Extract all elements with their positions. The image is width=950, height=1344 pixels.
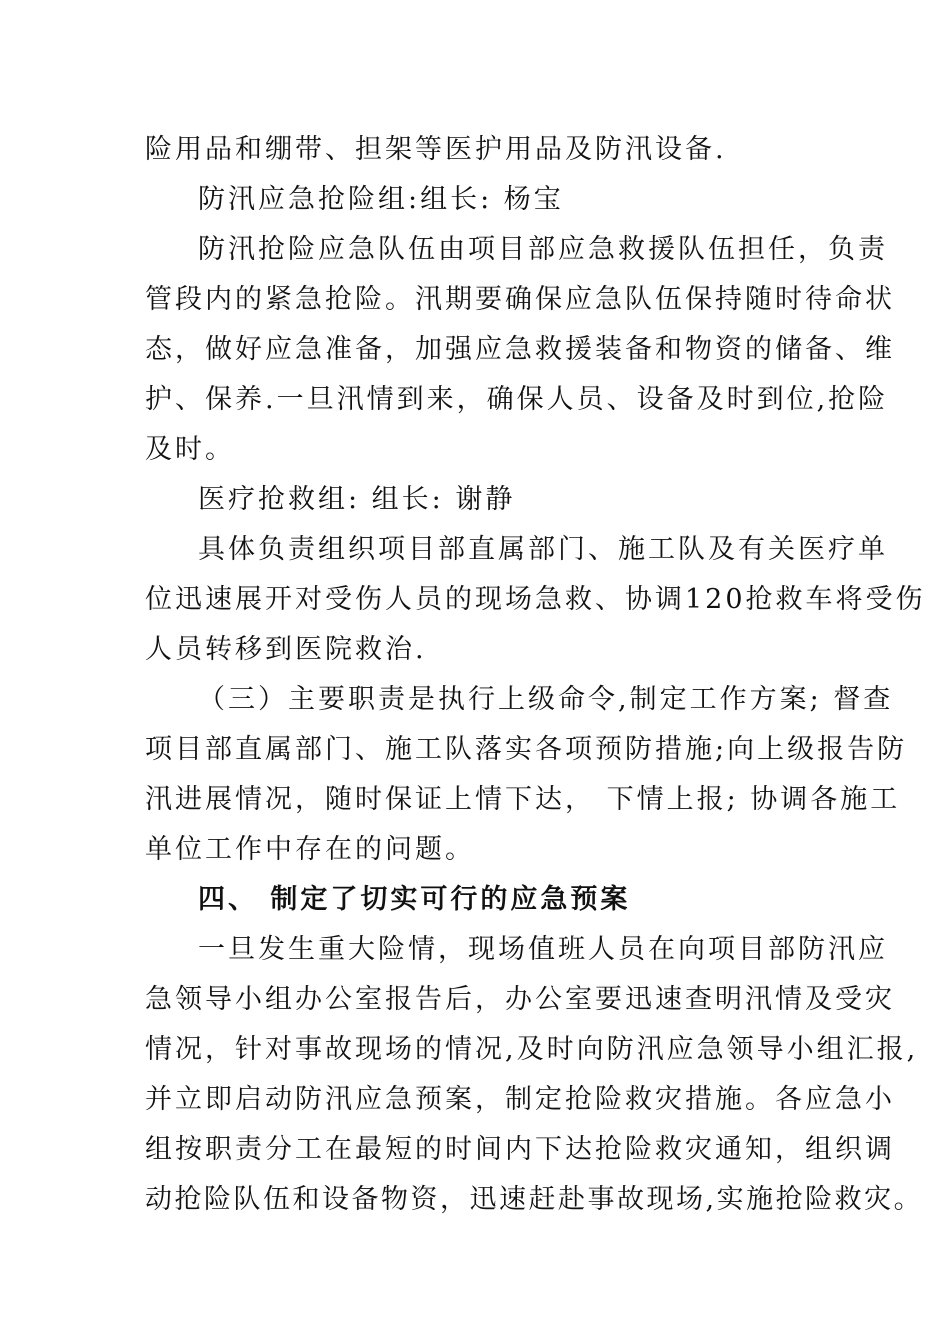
paragraph-line: 及时。 [145,434,235,465]
paragraph-line: 具体负责组织项目部直属部门、施工队及有关医疗单 [198,534,888,565]
paragraph-line: （三）主要职责是执行上级命令,制定工作方案; 督查 [198,684,894,715]
section-heading: 四、 制定了切实可行的应急预案 [198,884,631,915]
paragraph-line: 护、保养.一旦汛情到来，确保人员、设备及时到位,抢险 [145,384,889,415]
group-heading-flood-rescue: 防汛应急抢险组:组长: 杨宝 [198,184,564,215]
paragraph-line: 组按职责分工在最短的时间内下达抢险救灾通知，组织调 [145,1134,895,1165]
paragraph-line: 并立即启动防汛应急预案，制定抢险救灾措施。各应急小 [145,1084,895,1115]
paragraph-line: 态，做好应急准备，加强应急救援装备和物资的储备、维 [145,334,895,365]
paragraph-line: 情况，针对事故现场的情况,及时向防汛应急领导小组汇报, [145,1034,919,1065]
paragraph-line: 一旦发生重大险情，现场值班人员在向项目部防汛应 [198,934,888,965]
paragraph-line: 动抢险队伍和设备物资，迅速赶赴事故现场,实施抢险救灾。 [145,1184,924,1215]
paragraph-line: 单位工作中存在的问题。 [145,834,475,865]
paragraph-line: 汛进展情况，随时保证上情下达， 下情上报; 协调各施工 [145,784,901,815]
paragraph-line: 急领导小组办公室报告后，办公室要迅速查明汛情及受灾 [145,984,895,1015]
paragraph-line: 位迅速展开对受伤人员的现场急救、协调120抢救车将受伤 [145,584,926,615]
paragraph-line: 管段内的紧急抢险。汛期要确保应急队伍保持随时待命状 [145,284,895,315]
group-heading-medical-rescue: 医疗抢救组: 组长: 谢静 [198,484,516,515]
paragraph-line: 险用品和绷带、担架等医护用品及防汛设备. [145,134,727,165]
paragraph-line: 项目部直属部门、施工队落实各项预防措施;向上级报告防 [145,734,908,765]
paragraph-line: 人员转移到医院救治. [145,634,427,665]
paragraph-line: 防汛抢险应急队伍由项目部应急救援队伍担任，负责 [198,234,888,265]
